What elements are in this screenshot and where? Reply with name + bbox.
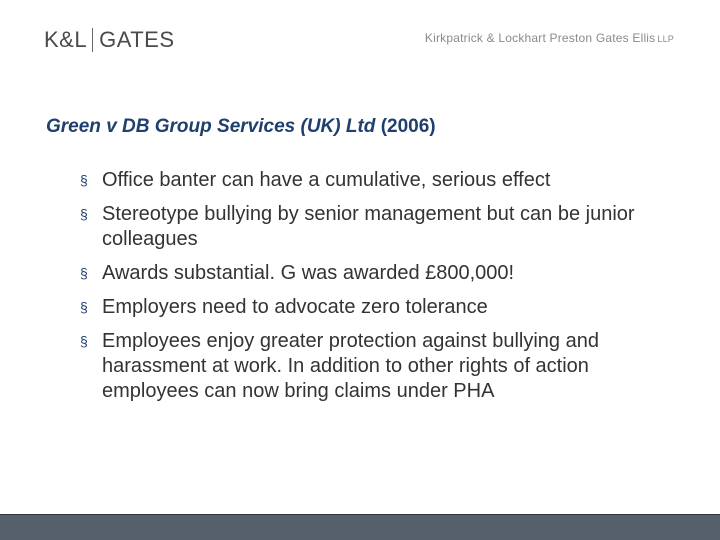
bullet-list: [80, 168, 680, 413]
bullet-marker: §: [80, 265, 88, 281]
firm-name: [425, 31, 674, 45]
slide-title-year: (2006): [380, 116, 436, 137]
firm-name-suffix: LLP: [657, 34, 674, 44]
bullet-marker: §: [80, 299, 88, 315]
logo-kl-text: K&L: [44, 27, 88, 52]
firm-name-text: Kirkpatrick & Lockhart Preston Gates Ellis: [424, 31, 656, 45]
bullet-text: Employers need to advocate zero tolerance: [102, 296, 488, 318]
bullet-item: [80, 295, 680, 320]
bullet-item: [80, 202, 680, 252]
slide-title: [46, 116, 436, 138]
bullet-text: Awards substantial. G was awarded £800,000!: [102, 262, 515, 284]
bullet-item: [80, 329, 680, 404]
bullet-text: Office banter can have a cumulative, serious effect: [102, 169, 551, 191]
logo-gates-text: GATES: [99, 27, 175, 52]
bullet-marker: §: [80, 172, 88, 188]
bullet-marker: §: [80, 333, 88, 349]
kl-gates-logo: [44, 26, 175, 54]
slide-title-case: Green v DB Group Services (UK) Ltd: [46, 116, 376, 137]
bullet-item: [80, 261, 680, 286]
bullet-marker: §: [80, 206, 88, 222]
logo-divider: [92, 28, 93, 52]
bullet-text: Employees enjoy greater protection against bullying and harassment at work. In addition to other rights of action employees can now bring claims under PHA: [102, 330, 599, 402]
footer-bar: [0, 514, 720, 540]
bullet-item: [80, 168, 680, 193]
bullet-text: Stereotype bullying by senior management but can be junior colleagues: [102, 203, 635, 250]
